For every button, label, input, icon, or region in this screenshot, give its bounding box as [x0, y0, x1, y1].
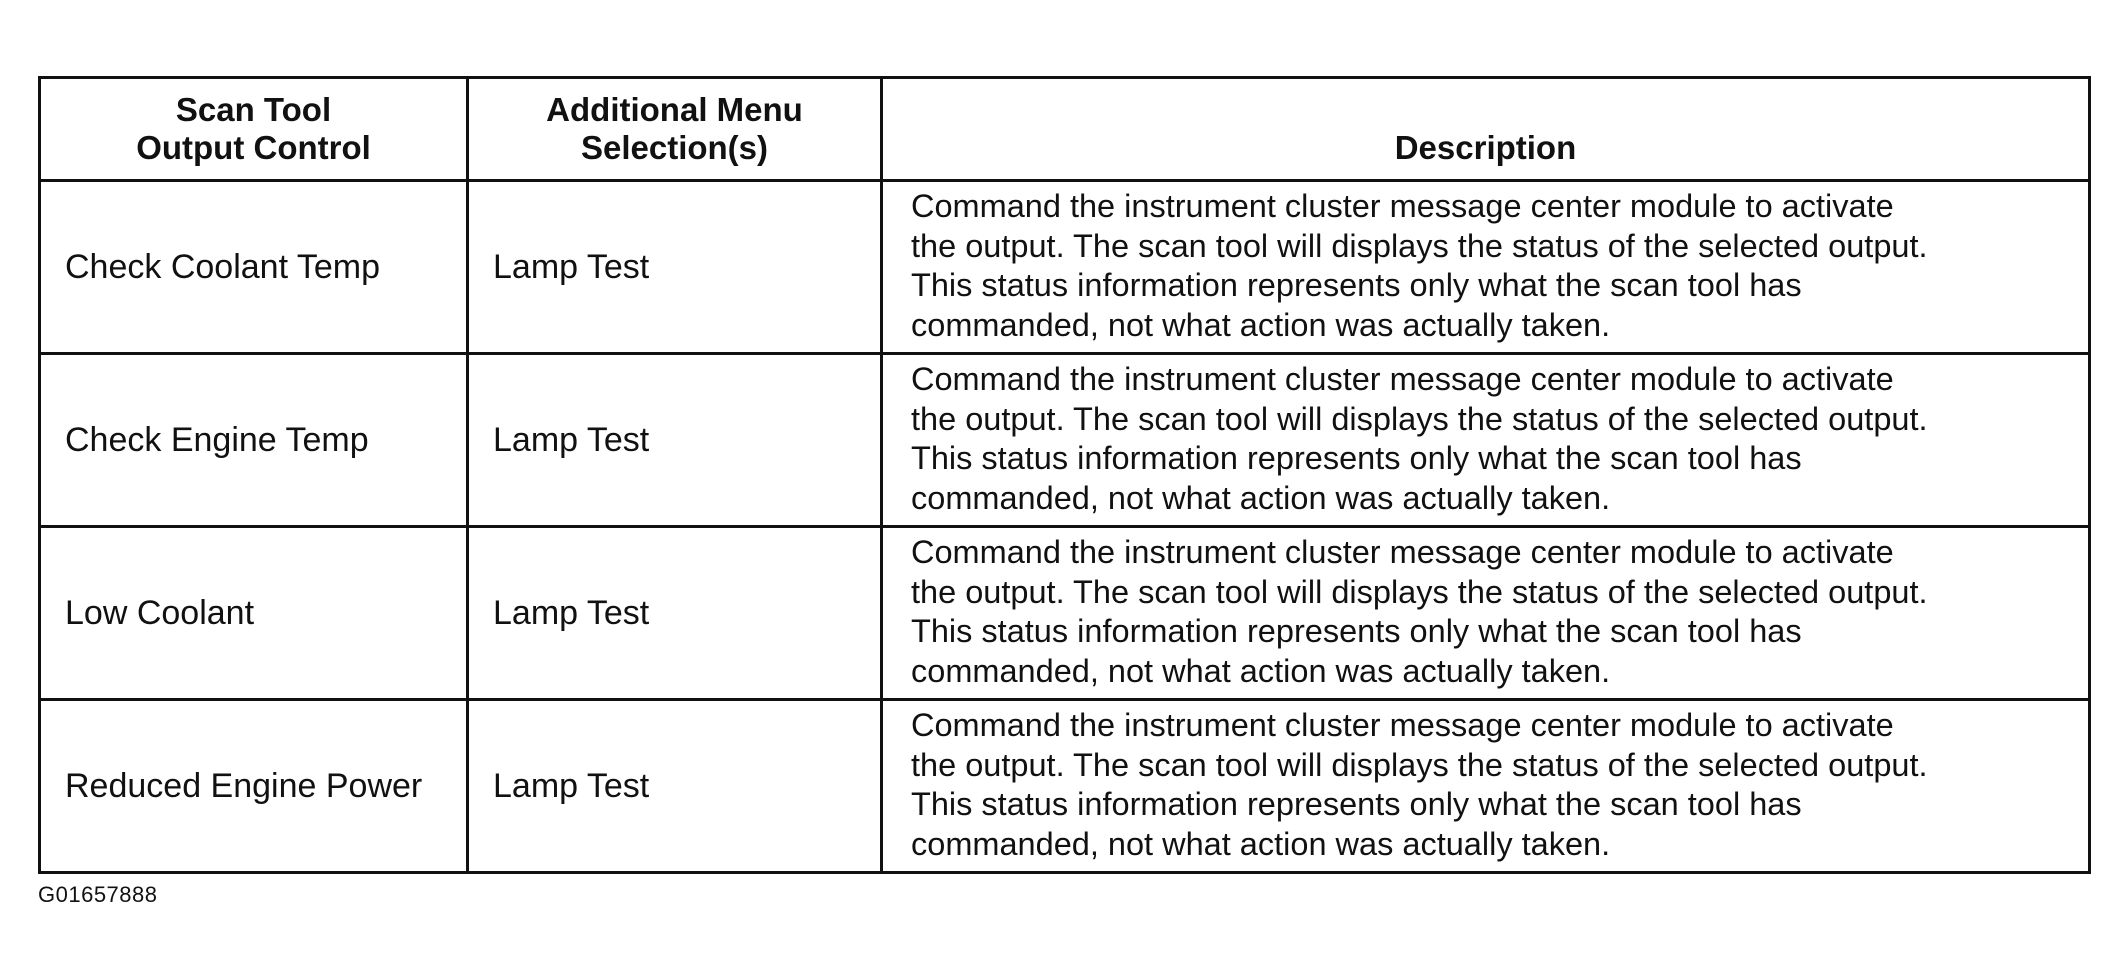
output-control-table: [38, 76, 2091, 874]
description-line: commanded, not what action was actually taken.: [911, 825, 1611, 862]
description-line: commanded, not what action was actually taken.: [911, 652, 1611, 689]
description-line: This status information represents only what the scan tool has: [911, 440, 1802, 476]
description-line: Command the instrument cluster message center module to activate: [911, 534, 1894, 570]
description-line: This status information represents only what the scan tool has: [911, 786, 1802, 822]
header-line: Additional Menu: [546, 91, 803, 128]
output-control-cell: Reduced Engine Power: [40, 700, 468, 873]
output-control-cell: Check Coolant Temp: [40, 181, 468, 354]
description-line: the output. The scan tool will displays the status of the selected output.: [911, 746, 1928, 783]
header-line: Selection(s): [580, 129, 769, 166]
output-control-cell: Low Coolant: [40, 527, 468, 700]
description-line: This status information represents only what the scan tool has: [911, 267, 1802, 303]
description-cell: [882, 700, 2090, 873]
description-cell: [882, 527, 2090, 700]
output-control-table-container: [38, 76, 2088, 874]
menu-selection-cell: Lamp Test: [468, 354, 882, 527]
header-line: Scan Tool: [175, 91, 332, 128]
description-line: the output. The scan tool will displays the status of the selected output.: [911, 400, 1928, 437]
description-line: Command the instrument cluster message center module to activate: [911, 707, 1894, 743]
description-line: This status information represents only what the scan tool has: [911, 613, 1802, 649]
table-row: [40, 527, 2090, 700]
description-cell: [882, 181, 2090, 354]
description-line: the output. The scan tool will displays the status of the selected output.: [911, 573, 1928, 610]
description-line: Command the instrument cluster message center module to activate: [911, 361, 1894, 397]
header-line: Output Control: [136, 129, 371, 166]
description-cell: [882, 354, 2090, 527]
description-line: commanded, not what action was actually taken.: [911, 479, 1611, 516]
header-line: Description: [1394, 129, 1577, 166]
table-header-row: [40, 78, 2090, 181]
column-header-output-control: [40, 78, 468, 181]
table-row: [40, 700, 2090, 873]
column-header-menu-selection: [468, 78, 882, 181]
table-row: [40, 181, 2090, 354]
menu-selection-cell: Lamp Test: [468, 700, 882, 873]
column-header-description: [882, 78, 2090, 181]
description-line: the output. The scan tool will displays the status of the selected output.: [911, 227, 1928, 264]
description-line: Command the instrument cluster message center module to activate: [911, 188, 1894, 224]
description-line: commanded, not what action was actually taken.: [911, 306, 1611, 343]
figure-id-label: G01657888: [38, 882, 158, 907]
output-control-cell: Check Engine Temp: [40, 354, 468, 527]
menu-selection-cell: Lamp Test: [468, 181, 882, 354]
table-row: [40, 354, 2090, 527]
menu-selection-cell: Lamp Test: [468, 527, 882, 700]
